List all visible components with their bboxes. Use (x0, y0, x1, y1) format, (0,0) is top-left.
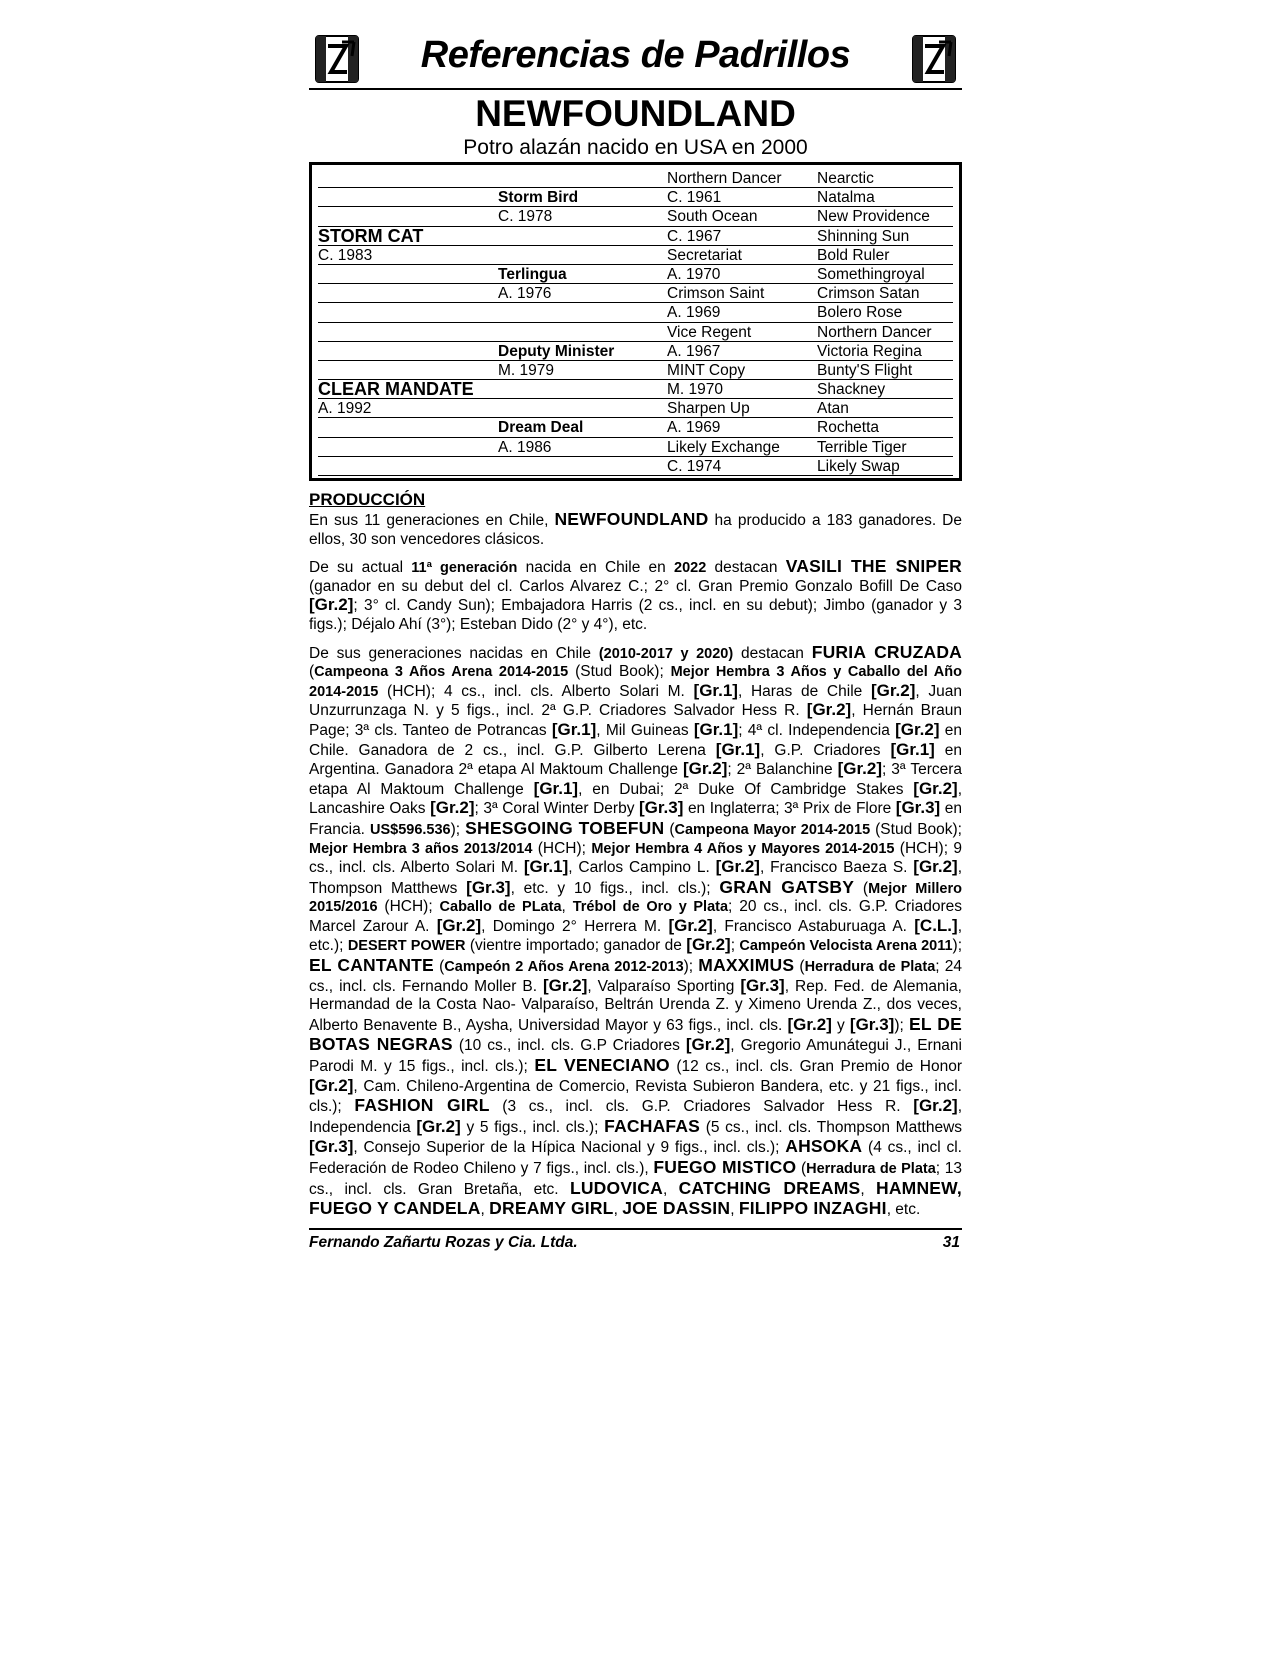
document-page (309, 28, 962, 1256)
pedigree-cell: A. 1986 (498, 438, 667, 457)
horse-name: MAXXIMUS (698, 955, 795, 976)
pedigree-cell (318, 169, 498, 188)
grade-label: [Gr.3] (895, 798, 941, 818)
pedigree-row (318, 284, 953, 303)
body-text: ; 3° cl. Candy Sun); Embajadora Harris (2 cs., incl. en su debut); Jimbo (ganador y 3 figs.); Déjalo Ahí (3°); Esteban Dido (2° y 4°), etc. (309, 597, 962, 633)
body-text: ( (854, 879, 869, 897)
pedigree-cell (498, 227, 667, 246)
body-text: , Francisco Astaburuaga A. (712, 917, 915, 935)
grade-label: [Gr.2] (913, 778, 958, 798)
emphasis-text: Mejor Hembra 4 Años y Mayores 2014-2015 (591, 840, 895, 857)
grade-label: [Gr.1] (551, 719, 597, 739)
pedigree-cell: M. 1979 (498, 361, 667, 380)
body-text: ; (730, 937, 740, 955)
pedigree-table (309, 162, 962, 481)
pedigree-row (318, 207, 953, 226)
pedigree-row (318, 380, 953, 399)
body-text: , Independencia (309, 1098, 962, 1136)
grade-label: [Gr.3] (639, 798, 684, 818)
body-text: destacan (706, 559, 786, 577)
body-text: ; 2ª Balanchine (727, 761, 838, 779)
pedigree-cell (498, 399, 667, 418)
pedigree-cell: Shackney (817, 380, 953, 399)
pedigree-cell: MINT Copy (667, 361, 817, 380)
body-text: ; 24 cs., incl. cls. Fernando Moller B. (309, 958, 962, 995)
emphasis-text: Herradura de Plata (806, 1161, 936, 1177)
body-text: , etc. (886, 1201, 921, 1219)
pedigree-cell (498, 246, 667, 265)
pedigree-cell (498, 323, 667, 342)
grade-label: [Gr.3] (466, 877, 511, 897)
pedigree-cell (498, 457, 667, 476)
body-text: ( (664, 820, 675, 838)
body-text: ; 3ª Coral Winter Derby (474, 800, 639, 818)
body-text: , Hernán Braun Page; 3ª cls. Tanteo de Potrancas (309, 702, 962, 739)
grade-label: [Gr.2] (436, 915, 482, 935)
body-text: , (480, 1201, 490, 1219)
production-title: PRODUCCIÓN (309, 490, 426, 509)
pedigree-cell: Rochetta (817, 418, 953, 437)
body-text: ); (683, 958, 699, 976)
body-text: , Lancashire Oaks (309, 780, 963, 818)
emphasis-text: Mejor Hembra 3 Años y Caballo del Año 2014-2015 (309, 664, 962, 700)
horse-name: SHESGOING TOBEFUN (465, 817, 665, 838)
pedigree-cell: Deputy Minister (498, 342, 667, 361)
horse-name: GRAN GATSBY (719, 876, 855, 897)
body-text: , Francisco Baeza S. (759, 859, 914, 877)
page-number: 31 (942, 1233, 960, 1251)
body-text: ha producido a 183 ganadores. De ellos, 30 son vencedores clásicos. (309, 512, 962, 548)
body-text: , etc.); (309, 917, 962, 955)
pedigree-cell: Bolero Rose (817, 303, 953, 322)
emphasis-text: Mejor Hembra 3 años 2013/2014 (309, 840, 533, 857)
body-text: (HCH); (532, 839, 592, 857)
body-text: en Inglaterra; 3ª Prix de Flore (683, 800, 896, 818)
grade-label: [Gr.2] (309, 595, 354, 615)
horse-name: LUDOVICA (569, 1177, 663, 1198)
body-text: , Rep. Fed. de Alemania, Hermandad de la Costa Nao- Valparaíso, Beltrán Urenda Z. y Ximeno Urenda Z., dos veces, Alberto Benavente B., Aysha, Universidad Mayor y 63 figs., incl. cls. (309, 977, 962, 1034)
body-text: ; 13 cs., incl. cls. Gran Bretaña, etc. (309, 1160, 962, 1198)
pedigree-cell (498, 169, 667, 188)
horse-name: FUEGO MISTICO (653, 1157, 797, 1177)
body-text: , etc. y 10 figs., incl. cls.); (510, 879, 720, 897)
pedigree-cell: Terlingua (498, 265, 667, 284)
body-text: (5 cs., incl. cls. Thompson Matthews (700, 1118, 963, 1136)
pedigree-row (318, 438, 953, 457)
grade-label: [Gr.3] (309, 1137, 354, 1157)
grade-label: [Gr.1] (523, 857, 569, 877)
pedigree-cell: Nearctic (817, 169, 953, 188)
body-text: (HCH); (377, 898, 440, 916)
body-text: (ganador en su debut del cl. Carlos Alvarez C.; 2° cl. Gran Premio Gonzalo Bofill De Caso (309, 577, 962, 595)
pedigree-cell: STORM CAT (318, 227, 498, 246)
body-text: , (730, 1201, 739, 1219)
horse-name: HAMNEW, FUEGO Y CANDELA (309, 1177, 962, 1219)
pedigree-cell (318, 207, 498, 226)
zf-logo-icon (314, 34, 360, 84)
pedigree-cell: M. 1970 (667, 380, 817, 399)
pedigree-cell: A. 1967 (667, 342, 817, 361)
body-text: En sus 11 generaciones en Chile, (309, 512, 555, 529)
pedigree-cell: South Ocean (667, 207, 817, 226)
grade-label: [Gr.2] (686, 935, 731, 955)
pedigree-cell (318, 323, 498, 342)
pedigree-row (318, 399, 953, 418)
body-text: , (561, 898, 573, 916)
pedigree-row (318, 303, 953, 322)
pedigree-cell: Northern Dancer (817, 323, 953, 342)
grade-label: [Gr.2] (895, 719, 940, 739)
body-text: (12 cs., incl. cls. Gran Premio de Honor (669, 1058, 962, 1076)
body-text: (10 cs., incl. cls. G.P Criadores (452, 1037, 686, 1055)
body-text: De su actual (309, 559, 412, 577)
pedigree-row (318, 418, 953, 437)
pedigree-cell: A. 1970 (667, 265, 817, 284)
pedigree-cell: Dream Deal (498, 418, 667, 437)
pedigree-cell: CLEAR MANDATE (318, 380, 498, 399)
pedigree-cell: Sharpen Up (667, 399, 817, 418)
body-text: ; 4ª cl. Independencia (738, 721, 896, 739)
body-text: ( (794, 958, 805, 976)
pedigree-cell (318, 418, 498, 437)
pedigree-cell: Bunty'S Flight (817, 361, 953, 380)
horse-name: FASHION GIRL (354, 1095, 490, 1116)
pedigree-cell: Crimson Saint (667, 284, 817, 303)
grade-label: [C.L.] (914, 915, 958, 935)
pedigree-cell: Terrible Tiger (817, 438, 953, 457)
body-text: (HCH); 4 cs., incl. cls. Alberto Solari M. (378, 682, 694, 700)
production-paragraph-3 (309, 643, 962, 1220)
pedigree-cell: C. 1983 (318, 246, 498, 265)
pedigree-cell: Crimson Satan (817, 284, 953, 303)
body-text: en Francia. (309, 800, 962, 838)
pedigree-cell: Shinning Sun (817, 227, 953, 246)
body-text: (vientre importado; ganador de (465, 937, 687, 955)
pedigree-cell (318, 361, 498, 380)
body-text: ( (433, 958, 445, 976)
grade-label: [Gr.2] (787, 1014, 832, 1034)
pedigree-cell (498, 380, 667, 399)
body-text: (Stud Book); (870, 820, 962, 838)
horse-name: DREAMY GIRL (489, 1198, 614, 1219)
emphasis-text: Mejor Millero 2015/2016 (309, 880, 962, 916)
body-text: , Thompson Matthews (309, 859, 962, 897)
body-text: , Consejo Superior de la Hípica Nacional y 9 figs., incl. cls.); (353, 1139, 786, 1157)
pedigree-cell: C. 1967 (667, 227, 817, 246)
pedigree-cell: Likely Swap (817, 457, 953, 476)
horse-name: FILIPPO INZAGHI (738, 1198, 887, 1219)
body-text: y (831, 1016, 850, 1034)
emphasis-text: 2022 (674, 560, 707, 577)
body-text: (3 cs., incl. cls. G.P. Criadores Salvador Hess R. (489, 1098, 914, 1116)
pedigree-row (318, 246, 953, 265)
body-text: en Argentina. Ganadora 2ª etapa Al Maktoum Challenge (309, 741, 962, 779)
body-text: ; 20 cs., incl. cls. G.P. Criadores Marcel Zarour A. (309, 898, 962, 935)
emphasis-text: Trébol de Oro y Plata (572, 899, 729, 916)
grade-label: [Gr.2] (913, 857, 958, 877)
grade-label: [Gr.1] (890, 739, 935, 759)
grade-label: [Gr.2] (913, 1096, 958, 1116)
pedigree-cell: Atan (817, 399, 953, 418)
pedigree-cell: A. 1969 (667, 418, 817, 437)
body-text: De sus generaciones nacidas en Chile (309, 644, 599, 662)
footer-company: Fernando Zañartu Rozas y Cia. Ltda. (309, 1233, 578, 1251)
body-text: ); (450, 820, 466, 838)
pedigree-row (318, 323, 953, 342)
emphasis-text: Caballo de PLata (439, 899, 562, 916)
body-text: , Haras de Chile (737, 682, 871, 700)
horse-name: VASILI THE SNIPER (785, 556, 962, 577)
grade-label: [Gr.2] (542, 975, 588, 995)
emphasis-text: (2010-2017 y 2020) (598, 645, 734, 662)
grade-label: [Gr.2] (309, 1075, 354, 1095)
body-text: ); (894, 1016, 909, 1034)
body-text: , Gregorio Amunátegui J., Ernani Parodi M. y 15 figs., incl. cls.); (309, 1037, 962, 1076)
emphasis-text: DESERT POWER (347, 938, 466, 955)
horse-name: FURIA CRUZADA (811, 641, 962, 662)
pedigree-cell: A. 1992 (318, 399, 498, 418)
pedigree-cell: Likely Exchange (667, 438, 817, 457)
pedigree-cell (318, 342, 498, 361)
grade-label: [Gr.3] (849, 1014, 895, 1034)
horse-name: NEWFOUNDLAND (554, 509, 709, 529)
body-text: nacida en Chile en (517, 559, 675, 577)
body-text: , G.P. Criadores (760, 741, 891, 759)
grade-label: [Gr.2] (685, 1035, 731, 1055)
page-header (309, 28, 962, 90)
body-text: , Cam. Chileno-Argentina de Comercio, Revista Subieron Bandera, etc. y 21 figs., incl. cls.); (309, 1077, 962, 1116)
grade-label: [Gr.2] (806, 700, 852, 720)
pedigree-cell: A. 1976 (498, 284, 667, 303)
grade-label: [Gr.2] (430, 798, 475, 818)
production-paragraph-1 (309, 510, 962, 549)
horse-name: EL VENECIANO (534, 1055, 670, 1076)
body-text: destacan (733, 644, 812, 662)
header-title: Referencias de Padrillos (420, 34, 851, 76)
horse-name: CATCHING DREAMS (678, 1177, 861, 1198)
body-text: , en Dubai; 2ª Duke Of Cambridge Stakes (578, 780, 914, 798)
pedigree-cell: Secretariat (667, 246, 817, 265)
pedigree-cell: Northern Dancer (667, 169, 817, 188)
pedigree-cell: A. 1969 (667, 303, 817, 322)
body-text: ( (796, 1160, 807, 1177)
pedigree-row (318, 169, 953, 188)
horse-name: AHSOKA (785, 1136, 863, 1157)
emphasis-text: Herradura de Plata (804, 959, 936, 976)
pedigree-row (318, 265, 953, 284)
zf-logo-icon (911, 34, 957, 84)
pedigree-cell (318, 303, 498, 322)
emphasis-text: Campeón 2 Años Arena 2012-2013 (444, 959, 684, 976)
grade-label: [Gr.1] (533, 778, 579, 798)
body-text: , (860, 1180, 876, 1198)
body-text: y 5 figs., incl. cls.); (460, 1118, 605, 1136)
body-text: ); (952, 937, 962, 955)
grade-label: [Gr.2] (837, 759, 883, 779)
pedigree-cell: New Providence (817, 207, 953, 226)
pedigree-row (318, 188, 953, 207)
stallion-subtitle: Potro alazán nacido en USA en 2000 (463, 136, 808, 159)
grade-label: [Gr.3] (740, 975, 785, 995)
body-text: , (662, 1180, 679, 1198)
pedigree-cell: C. 1961 (667, 188, 817, 207)
horse-name: FACHAFAS (604, 1115, 701, 1136)
body-text: , Juan Unzurrunzaga N. y 5 figs., incl. 2ª G.P. Criadores Salvador Hess R. (309, 682, 962, 720)
pedigree-cell: Bold Ruler (817, 246, 953, 265)
pedigree-cell: Victoria Regina (817, 342, 953, 361)
pedigree-cell (498, 303, 667, 322)
pedigree-cell (318, 457, 498, 476)
stallion-name: NEWFOUNDLAND (475, 93, 796, 134)
pedigree-cell: Storm Bird (498, 188, 667, 207)
grade-label: [Gr.2] (416, 1116, 461, 1136)
pedigree-cell: C. 1974 (667, 457, 817, 476)
pedigree-cell (318, 265, 498, 284)
pedigree-cell (318, 284, 498, 303)
body-text: (Stud Book); (568, 663, 671, 681)
body-text: en Chile. Ganadora de 2 cs., incl. G.P. Gilberto Lerena (309, 721, 962, 759)
body-text: ; 3ª Tercera etapa Al Maktoum Challenge (309, 761, 963, 798)
pedigree-cell: Somethingroyal (817, 265, 953, 284)
pedigree-cell: Vice Regent (667, 323, 817, 342)
grade-label: [Gr.2] (668, 915, 713, 935)
body-text: , (613, 1201, 623, 1219)
pedigree-cell (318, 438, 498, 457)
emphasis-text: 11ª generación (411, 560, 518, 577)
pedigree-row (318, 342, 953, 361)
page-footer (309, 1228, 962, 1256)
grade-label: [Gr.1] (693, 719, 739, 739)
body-text: ( (309, 663, 315, 681)
emphasis-text: Campeona Mayor 2014-2015 (674, 821, 871, 838)
pedigree-row (318, 227, 953, 246)
pedigree-cell: Natalma (817, 188, 953, 207)
grade-label: [Gr.1] (693, 680, 738, 700)
production-paragraph-2 (309, 557, 962, 634)
pedigree-cell: C. 1978 (498, 207, 667, 226)
emphasis-text: US$596.536 (370, 821, 451, 838)
grade-label: [Gr.1] (715, 739, 761, 759)
pedigree-row (318, 361, 953, 380)
body-text: , Carlos Campino L. (568, 859, 716, 877)
grade-label: [Gr.2] (682, 759, 728, 779)
body-text: (HCH); 9 cs., incl. cls. Alberto Solari M. (309, 839, 962, 877)
horse-name: JOE DASSIN (622, 1198, 731, 1219)
grade-label: [Gr.2] (870, 680, 916, 700)
horse-name: EL CANTANTE (309, 955, 434, 976)
body-text: , Valparaíso Sporting (587, 977, 741, 995)
pedigree-cell (318, 188, 498, 207)
pedigree-row (318, 457, 953, 476)
body-text: , Mil Guineas (596, 721, 694, 739)
body-text: (4 cs., incl cl. Federación de Rodeo Chileno y 7 figs., incl. cls.), (309, 1139, 962, 1177)
grade-label: [Gr.2] (715, 857, 760, 877)
emphasis-text: Campeón Velocista Arena 2011 (739, 938, 953, 955)
horse-name: EL DE BOTAS NEGRAS (309, 1013, 963, 1055)
emphasis-text: Campeona 3 Años Arena 2014-2015 (314, 664, 569, 681)
body-text: , Domingo 2° Herrera M. (481, 917, 669, 935)
